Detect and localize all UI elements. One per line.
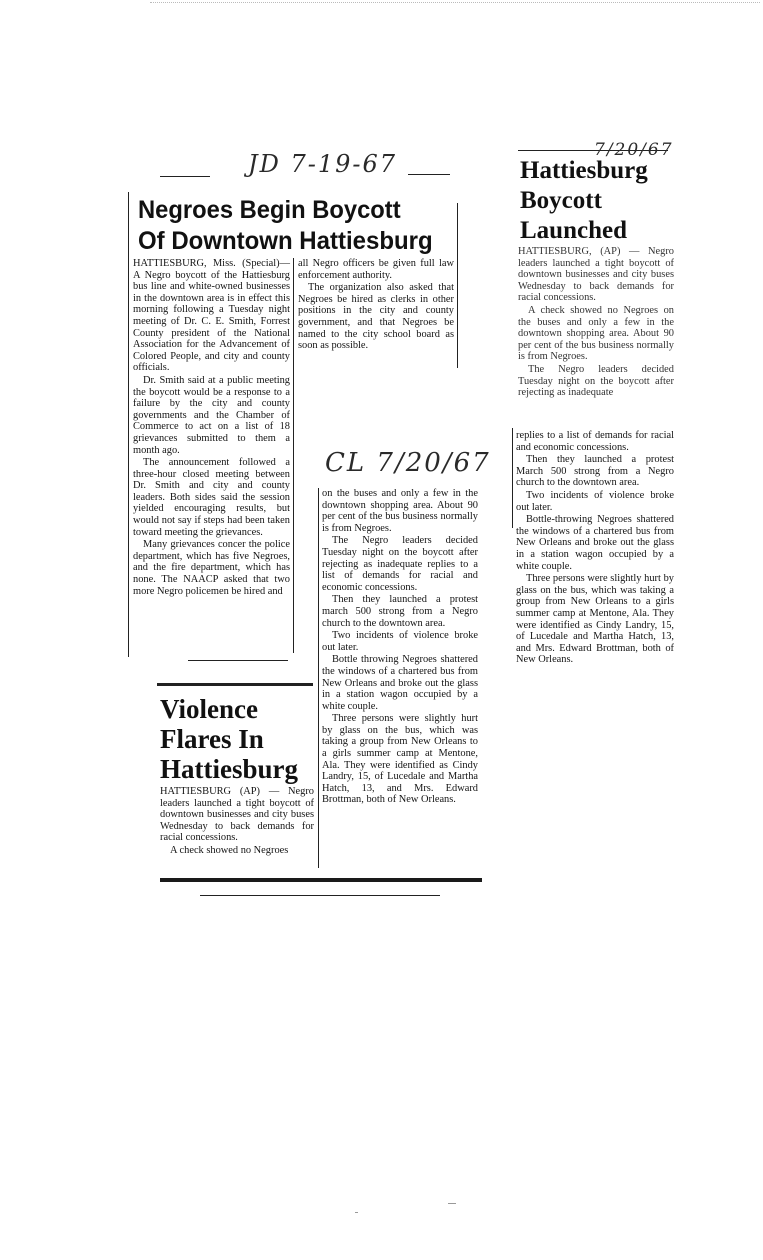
clip2-column-2 (322, 488, 478, 807)
clip1-headline-line1: Negroes Begin Boycott (138, 196, 401, 224)
clip1-paragraph: all Negro officers be given full law enforcement authority. (298, 258, 454, 281)
clip3-paragraph: Three persons were slightly hurt by glass on the bus, which was taking a group from New Orleans to a girls summer camp at Mentone, Ala. They were identified as Cindy Landry, 15, of Lucedale and Martha Hatch, 13, and Mrs. Edward Brottman, both of New Orleans. (516, 573, 674, 666)
clip3-paragraph: Two incidents of violence broke out later. (516, 489, 674, 513)
clip3-column-top (518, 246, 674, 400)
clip2-headline-line3: Hattiesburg (160, 754, 298, 784)
clip3-paragraph: HATTIESBURG, (AP) — Negro leaders launched a tight boycott of downtown businesses and city buses Wednesday to back demands for racial concessions. (518, 246, 674, 304)
clip1-paragraph: The announcement followed a three-hour closed meeting between Dr. Smith and city and county leaders. Both sides said the session yielded encouraging results, but would not say if steps had been taken toward meeting the grievances. (133, 457, 290, 538)
clip2-bottom-thin-rule (200, 895, 440, 896)
clip1-left-border (128, 192, 129, 657)
clip3-left-border (512, 428, 513, 528)
clip3-paragraph: A check showed no Negroes on the buses and only a few in the downtown shopping area. About 90 per cent of the bus business normally is from Negroes. (518, 304, 674, 363)
clip2-paragraph: Three persons were slightly hurt by glass on the bus, which was taking a group from New Orleans to a girls summer camp at Mentone, Ala. They were identified as Cindy Landry, 15, of Lucedale and Martha Hatch, 13, and Mrs. Edward Brottman, both of New Orleans. (322, 713, 478, 806)
clip1-paragraph: Dr. Smith said at a public meeting the boycott would be a response to a failure by the city and county governments and the Chamber of Commerce to act on a list of 18 grievances submitted to them a month ago. (133, 374, 290, 456)
clip1-right-border (457, 203, 458, 368)
clip1-bottom-rule (188, 660, 288, 661)
scan-speck (355, 1212, 358, 1213)
clip3-paragraph: replies to a list of demands for racial and economic concessions. (516, 430, 674, 453)
clip2-paragraph: on the buses and only a few in the downtown shopping area. About 90 per cent of the bus business normally is from Negroes. (322, 488, 478, 534)
clip3-paragraph: The Negro leaders decided Tuesday night on the boycott after rejecting as inadequate (518, 363, 674, 399)
clip2-paragraph: The Negro leaders decided Tuesday night on the boycott after rejecting as inadequate replies to a list of demands for racial and economic concessions. (322, 535, 478, 593)
clip3-headline-line2: Boycott (520, 187, 602, 214)
clip2-headline-line2: Flares In (160, 724, 264, 754)
clip2-top-rule (157, 683, 313, 686)
clip3-column-bottom (516, 430, 674, 667)
clip3-headline-line1: Hattiesburg (520, 157, 648, 184)
clip2-column-1 (160, 786, 314, 858)
clip2-column-divider (318, 488, 319, 868)
clip2-paragraph: Two incidents of violence broke out later. (322, 630, 478, 653)
handwritten-note-right: 7/20/67 (594, 140, 674, 160)
note-underline-left (160, 176, 210, 177)
clip2-paragraph: HATTIESBURG (AP) — Negro leaders launched a tight boycott of downtown businesses and city buses Wednesday to back demands for racial concessions. (160, 786, 314, 844)
clip1-column-2 (298, 258, 454, 353)
handwritten-note-jd: JD 7-19-67 (248, 150, 398, 178)
page-top-edge (150, 2, 760, 3)
clip2-headline-line1: Violence (160, 694, 258, 724)
clip1-paragraph: The organization also asked that Negroes be hired as clerks in other positions in the city and county government, and that Negroes be named to the city school board as soon as possible. (298, 282, 454, 352)
clip2-bottom-rule (160, 878, 482, 882)
clip2-paragraph: A check showed no Negroes (170, 844, 289, 856)
scan-speck (448, 1203, 456, 1204)
clip3-paragraph: Bottle-throwing Negroes shattered the windows of a chartered bus from New Orleans and broke out the glass in a station wagon occupied by a white couple. (516, 514, 674, 572)
note-underline-right (408, 174, 450, 175)
clip1-column-1 (133, 258, 290, 598)
clip1-headline-line2: Of Downtown Hattiesburg (138, 227, 433, 255)
clip2-paragraph: Then they launched a protest march 500 strong from a Negro church to the downtown area. (322, 594, 478, 629)
clip2-paragraph: Bottle throwing Negroes shattered the windows of a chartered bus from New Orleans and broke out the glass in a station wagon occupied by a white couple. (322, 654, 478, 712)
clip1-column-divider (293, 258, 294, 653)
handwritten-note-cl: CL 7/20/67 (325, 448, 491, 478)
clip3-headline-line3: Launched (520, 217, 627, 244)
clip1-paragraph: Many grievances concer the police department, which has five Negroes, and the fire department, which has none. The NAACP asked that two more Negro policemen be hired and (133, 539, 290, 597)
clip1-paragraph: HATTIESBURG, Miss. (Special)—A Negro boycott of the Hattiesburg bus line and white-owned businesses in the downtown area is in effect this morning following a Tuesday night meeting of Dr. C. E. Smith, Forrest County president of the National Association for the Advancement of Colored People, and city and county officials. (133, 258, 290, 374)
clip3-paragraph: Then they launched a protest March 500 strong from a Negro church to the downtown area. (516, 454, 674, 489)
